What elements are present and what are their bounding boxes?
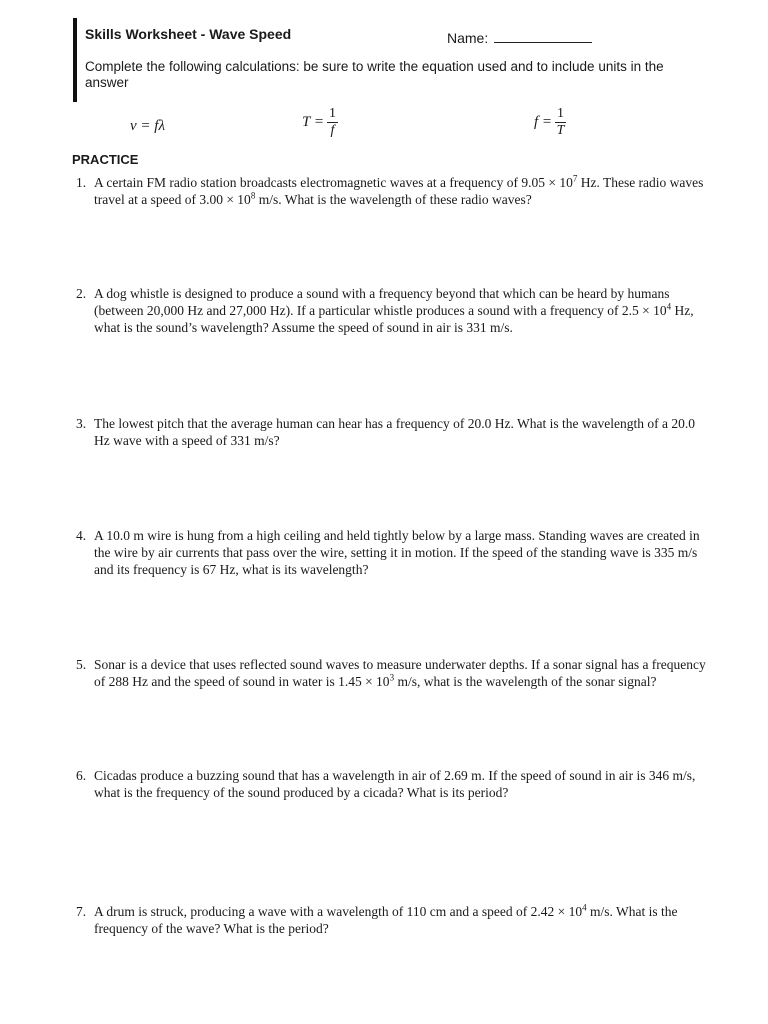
- equation-period-denominator: f: [330, 123, 335, 138]
- equation-period-lhs: T =: [302, 114, 324, 130]
- question-number: 2.: [76, 286, 87, 301]
- exponent: 8: [250, 190, 256, 201]
- margin-bar: [73, 18, 77, 102]
- question-text: of 288 Hz and the speed of sound in water is 1.45 × 10: [94, 674, 390, 689]
- question-number: 7.: [76, 904, 87, 919]
- question-text: Hz wave with a speed of 331 m/s?: [94, 433, 280, 448]
- question-2: [76, 285, 726, 336]
- exponent: 3: [389, 672, 395, 683]
- name-label: Name:: [447, 30, 489, 46]
- question-text: Sonar is a device that uses reflected sound waves to measure underwater depths. If a sonar signal has a frequency: [94, 657, 706, 672]
- question-number: 1.: [76, 175, 87, 190]
- question-text: The lowest pitch that the average human can hear has a frequency of 20.0 Hz. What is the wavelength of a 20.0: [94, 416, 696, 431]
- question-text: Cicadas produce a buzzing sound that has a wavelength in air of 2.69 m. If the speed of sound in air is 346 m/s,: [94, 768, 696, 783]
- equation-period-fraction: [327, 106, 338, 139]
- exponent: 4: [666, 301, 672, 312]
- question-3: [76, 415, 726, 449]
- worksheet-title: Skills Worksheet - Wave Speed: [85, 26, 292, 42]
- question-text: the wire by air currents that pass over the wire, setting it in motion. If the speed of the standing wave is 335 m/s: [94, 545, 698, 560]
- question-text: A 10.0 m wire is hung from a high ceiling and held tightly below by a large mass. Standing waves are created in: [94, 528, 700, 543]
- question-5: [76, 656, 726, 690]
- name-field: [447, 28, 592, 46]
- exponent: 7: [572, 173, 578, 184]
- instructions: Complete the following calculations: be sure to write the equation used and to include units in the answer: [85, 59, 664, 90]
- question-text: frequency of the wave? What is the period?: [94, 921, 329, 936]
- question-text: A drum is struck, producing a wave with a wavelength of 110 cm and a speed of 2.42 × 10: [94, 904, 583, 919]
- question-text: Hz. These radio waves: [577, 175, 704, 190]
- equation-frequency-denominator: T: [556, 123, 565, 138]
- equation-wave-speed: v = fλ: [130, 118, 165, 134]
- question-number: 6.: [76, 768, 87, 783]
- question-text: A certain FM radio station broadcasts electromagnetic waves at a frequency of 9.05 × 10: [94, 175, 573, 190]
- practice-heading: PRACTICE: [72, 152, 139, 167]
- name-blank-line[interactable]: [494, 28, 592, 43]
- equation-period: [302, 106, 338, 139]
- question-number: 3.: [76, 416, 87, 431]
- question-number: 4.: [76, 528, 87, 543]
- question-6: [76, 767, 726, 801]
- question-4: [76, 527, 726, 578]
- question-text: travel at a speed of 3.00 × 10: [94, 192, 251, 207]
- question-text: A dog whistle is designed to produce a sound with a frequency beyond that which can be heard by humans: [94, 286, 670, 301]
- exponent: 4: [582, 902, 587, 913]
- question-number: 5.: [76, 657, 87, 672]
- question-text: (between 20,000 Hz and 27,000 Hz). If a particular whistle produces a sound with a frequency of 2.5 × 10: [94, 303, 667, 318]
- equation-period-numerator: 1: [328, 106, 336, 121]
- question-1: [76, 174, 726, 208]
- equation-frequency-fraction: [555, 106, 566, 139]
- question-text: m/s. What is the wavelength of these radio waves?: [255, 192, 532, 207]
- question-7: [76, 903, 726, 937]
- equation-frequency-numerator: 1: [557, 106, 565, 121]
- question-text: Hz,: [671, 303, 694, 318]
- question-text: m/s. What is the: [586, 904, 678, 919]
- question-text: what is the sound’s wavelength? Assume the speed of sound in air is 331 m/s.: [94, 320, 513, 335]
- equation-frequency: [534, 106, 566, 139]
- equation-frequency-lhs: f =: [534, 114, 553, 130]
- question-text: and its frequency is 67 Hz, what is its wavelength?: [94, 562, 369, 577]
- question-text: what is the frequency of the sound produced by a cicada? What is its period?: [94, 785, 509, 800]
- question-text: m/s, what is the wavelength of the sonar signal?: [394, 674, 657, 689]
